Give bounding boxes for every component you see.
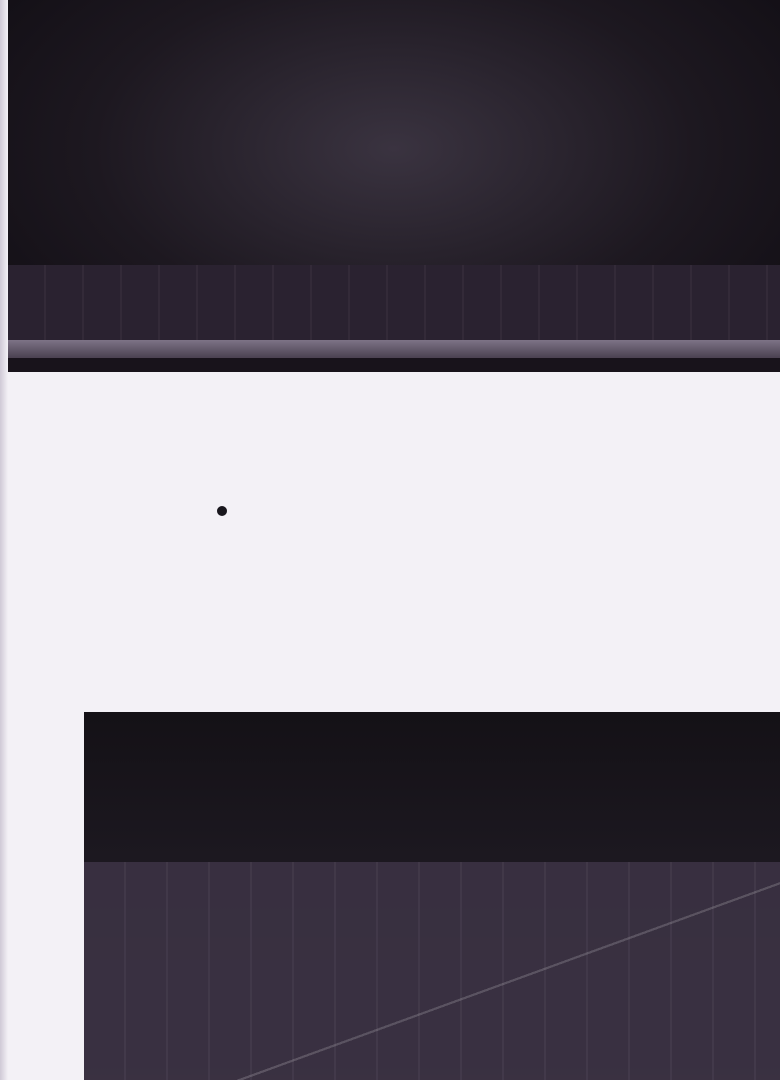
fencing-exhibition-photo bbox=[8, 0, 780, 372]
stage-front bbox=[8, 358, 780, 372]
stage-edge bbox=[8, 340, 780, 358]
page-edge bbox=[0, 0, 8, 1080]
fencing-team-lineup-photo bbox=[84, 712, 780, 1080]
bullet-ornament bbox=[217, 506, 227, 516]
gym-floor bbox=[84, 862, 780, 1080]
